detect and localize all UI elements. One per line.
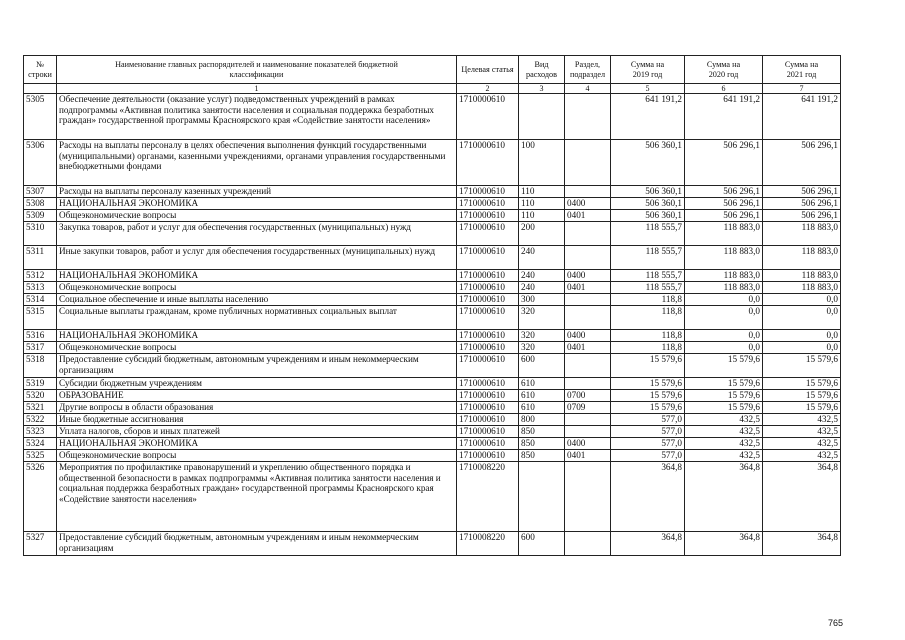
row-sum-2021: 15 579,6 — [763, 354, 841, 378]
row-number: 5305 — [24, 94, 57, 140]
table-row — [24, 282, 841, 294]
row-expense-type: 610 — [519, 390, 565, 402]
row-name: НАЦИОНАЛЬНАЯ ЭКОНОМИКА — [57, 438, 457, 450]
column-number: 4 — [565, 84, 611, 94]
row-sum-2021: 15 579,6 — [763, 390, 841, 402]
page-number: 765 — [827, 618, 843, 628]
row-sum-2020: 0,0 — [685, 294, 763, 306]
row-target: 1710000610 — [457, 270, 519, 282]
row-number: 5317 — [24, 342, 57, 354]
row-section — [565, 94, 611, 140]
row-name: Мероприятия по профилактике правонарушений и укреплению общественного порядка и общественной безопасности в рамках подпрограммы «Активная политика занятости населения и социальная поддержка безработных граждан» государственной программы Красноярского края «Содействие занятости населения» — [57, 462, 457, 532]
row-name: Общеэкономические вопросы — [57, 450, 457, 462]
row-name: Обеспечение деятельности (оказание услуг) подведомственных учреждений в рамках подпрограммы «Активная политика занятости населения и социальная поддержка безработных граждан» государственной программы Красноярского края «Содействие занятости населения» — [57, 94, 457, 140]
table-row — [24, 210, 841, 222]
table-row — [24, 378, 841, 390]
row-section: 0400 — [565, 438, 611, 450]
row-number: 5327 — [24, 532, 57, 556]
row-expense-type: 600 — [519, 354, 565, 378]
row-target: 1710000610 — [457, 378, 519, 390]
row-expense-type: 200 — [519, 222, 565, 246]
row-target: 1710000610 — [457, 140, 519, 186]
table-row — [24, 306, 841, 330]
row-sum-2019: 15 579,6 — [611, 378, 685, 390]
row-expense-type: 320 — [519, 330, 565, 342]
table-row — [24, 532, 841, 556]
row-expense-type: 800 — [519, 414, 565, 426]
row-sum-2019: 118 555,7 — [611, 270, 685, 282]
row-expense-type: 850 — [519, 426, 565, 438]
table-row — [24, 354, 841, 378]
row-sum-2021: 364,8 — [763, 462, 841, 532]
table-row — [24, 438, 841, 450]
row-sum-2019: 577,0 — [611, 414, 685, 426]
row-number: 5307 — [24, 186, 57, 198]
row-target: 1710000610 — [457, 450, 519, 462]
row-name: НАЦИОНАЛЬНАЯ ЭКОНОМИКА — [57, 198, 457, 210]
row-target: 1710000610 — [457, 94, 519, 140]
row-sum-2021: 118 883,0 — [763, 246, 841, 270]
row-target: 1710000610 — [457, 342, 519, 354]
row-sum-2020: 0,0 — [685, 342, 763, 354]
row-sum-2020: 15 579,6 — [685, 378, 763, 390]
row-expense-type: 320 — [519, 342, 565, 354]
row-section — [565, 462, 611, 532]
row-expense-type — [519, 94, 565, 140]
row-number: 5314 — [24, 294, 57, 306]
table-row — [24, 246, 841, 270]
row-expense-type: 600 — [519, 532, 565, 556]
row-sum-2019: 364,8 — [611, 462, 685, 532]
row-section: 0401 — [565, 210, 611, 222]
row-target: 1710000610 — [457, 222, 519, 246]
row-sum-2020: 118 883,0 — [685, 270, 763, 282]
row-sum-2020: 118 883,0 — [685, 282, 763, 294]
table-row — [24, 94, 841, 140]
row-sum-2021: 364,8 — [763, 532, 841, 556]
row-name: Расходы на выплаты персоналу казенных учреждений — [57, 186, 457, 198]
row-expense-type: 320 — [519, 306, 565, 330]
row-target: 1710008220 — [457, 462, 519, 532]
row-target: 1710000610 — [457, 390, 519, 402]
row-sum-2020: 364,8 — [685, 532, 763, 556]
row-section — [565, 426, 611, 438]
row-target: 1710000610 — [457, 210, 519, 222]
row-name: Предоставление субсидий бюджетным, автономным учреждениям и иным некоммерческим организациям — [57, 354, 457, 378]
row-sum-2021: 118 883,0 — [763, 222, 841, 246]
row-sum-2019: 506 360,1 — [611, 140, 685, 186]
row-section: 0700 — [565, 390, 611, 402]
row-sum-2021: 0,0 — [763, 306, 841, 330]
row-number: 5308 — [24, 198, 57, 210]
row-sum-2020: 15 579,6 — [685, 354, 763, 378]
header-sum-2020: Сумма на 2020 год — [685, 56, 763, 84]
row-number: 5320 — [24, 390, 57, 402]
row-name: Иные бюджетные ассигнования — [57, 414, 457, 426]
row-section — [565, 354, 611, 378]
row-section: 0401 — [565, 450, 611, 462]
row-sum-2020: 506 296,1 — [685, 210, 763, 222]
table-row — [24, 222, 841, 246]
row-sum-2020: 641 191,2 — [685, 94, 763, 140]
row-sum-2020: 432,5 — [685, 426, 763, 438]
row-sum-2020: 506 296,1 — [685, 186, 763, 198]
row-section — [565, 306, 611, 330]
column-number: 5 — [611, 84, 685, 94]
row-sum-2021: 432,5 — [763, 426, 841, 438]
row-sum-2020: 364,8 — [685, 462, 763, 532]
row-sum-2020: 118 883,0 — [685, 222, 763, 246]
row-sum-2021: 506 296,1 — [763, 210, 841, 222]
row-name: Общеэкономические вопросы — [57, 210, 457, 222]
row-number: 5321 — [24, 402, 57, 414]
row-number: 5319 — [24, 378, 57, 390]
row-expense-type: 110 — [519, 210, 565, 222]
row-target: 1710000610 — [457, 426, 519, 438]
row-expense-type: 240 — [519, 246, 565, 270]
header-sum-2021: Сумма на 2021 год — [763, 56, 841, 84]
row-sum-2019: 577,0 — [611, 450, 685, 462]
row-sum-2019: 15 579,6 — [611, 390, 685, 402]
row-sum-2021: 432,5 — [763, 438, 841, 450]
row-section: 0400 — [565, 330, 611, 342]
row-sum-2019: 364,8 — [611, 532, 685, 556]
row-sum-2019: 118 555,7 — [611, 246, 685, 270]
row-expense-type: 240 — [519, 282, 565, 294]
row-sum-2019: 118,8 — [611, 330, 685, 342]
header-name: Наименование главных распорядителей и наименование показателей бюджетной классификации — [57, 56, 457, 84]
row-number: 5306 — [24, 140, 57, 186]
table-row — [24, 426, 841, 438]
row-section — [565, 246, 611, 270]
row-name: Закупка товаров, работ и услуг для обеспечения государственных (муниципальных) нужд — [57, 222, 457, 246]
row-target: 1710000610 — [457, 402, 519, 414]
row-number: 5309 — [24, 210, 57, 222]
row-sum-2021: 15 579,6 — [763, 402, 841, 414]
row-name: ОБРАЗОВАНИЕ — [57, 390, 457, 402]
row-section — [565, 140, 611, 186]
row-expense-type: 300 — [519, 294, 565, 306]
row-target: 1710000610 — [457, 294, 519, 306]
row-target: 1710000610 — [457, 186, 519, 198]
row-sum-2021: 118 883,0 — [763, 270, 841, 282]
row-sum-2020: 506 296,1 — [685, 198, 763, 210]
row-name: НАЦИОНАЛЬНАЯ ЭКОНОМИКА — [57, 270, 457, 282]
row-expense-type: 610 — [519, 402, 565, 414]
row-sum-2019: 15 579,6 — [611, 402, 685, 414]
row-sum-2021: 0,0 — [763, 294, 841, 306]
row-section — [565, 414, 611, 426]
column-number: 3 — [519, 84, 565, 94]
table-row — [24, 140, 841, 186]
row-expense-type: 850 — [519, 450, 565, 462]
row-expense-type: 110 — [519, 186, 565, 198]
header-target: Целевая статья — [457, 56, 519, 84]
row-expense-type — [519, 462, 565, 532]
row-sum-2020: 15 579,6 — [685, 390, 763, 402]
table-row — [24, 198, 841, 210]
row-target: 1710000610 — [457, 354, 519, 378]
row-section: 0401 — [565, 282, 611, 294]
header-sum-2019: Сумма на 2019 год — [611, 56, 685, 84]
row-sum-2020: 432,5 — [685, 414, 763, 426]
row-target: 1710000610 — [457, 414, 519, 426]
column-number-row — [24, 84, 841, 94]
row-target: 1710000610 — [457, 198, 519, 210]
row-target: 1710000610 — [457, 330, 519, 342]
row-section: 0400 — [565, 198, 611, 210]
row-number: 5311 — [24, 246, 57, 270]
row-name: Социальные выплаты гражданам, кроме публичных нормативных социальных выплат — [57, 306, 457, 330]
row-number: 5313 — [24, 282, 57, 294]
row-sum-2020: 118 883,0 — [685, 246, 763, 270]
table-row — [24, 342, 841, 354]
row-name: Общеэкономические вопросы — [57, 342, 457, 354]
row-name: Социальное обеспечение и иные выплаты населению — [57, 294, 457, 306]
row-sum-2020: 0,0 — [685, 330, 763, 342]
row-sum-2019: 118,8 — [611, 342, 685, 354]
row-name: Уплата налогов, сборов и иных платежей — [57, 426, 457, 438]
row-sum-2020: 15 579,6 — [685, 402, 763, 414]
row-sum-2020: 506 296,1 — [685, 140, 763, 186]
row-target: 1710000610 — [457, 306, 519, 330]
row-number: 5315 — [24, 306, 57, 330]
row-section — [565, 378, 611, 390]
row-target: 1710000610 — [457, 282, 519, 294]
row-sum-2019: 118,8 — [611, 306, 685, 330]
row-sum-2019: 641 191,2 — [611, 94, 685, 140]
row-number: 5323 — [24, 426, 57, 438]
row-expense-type: 240 — [519, 270, 565, 282]
column-number: 2 — [457, 84, 519, 94]
row-section: 0401 — [565, 342, 611, 354]
header-row-number: № строки — [24, 56, 57, 84]
table-row — [24, 270, 841, 282]
row-sum-2019: 577,0 — [611, 438, 685, 450]
budget-table — [23, 55, 841, 556]
row-name: Предоставление субсидий бюджетным, автономным учреждениям и иным некоммерческим организациям — [57, 532, 457, 556]
row-number: 5318 — [24, 354, 57, 378]
row-sum-2019: 577,0 — [611, 426, 685, 438]
row-section: 0709 — [565, 402, 611, 414]
column-number — [24, 84, 57, 94]
column-number: 1 — [57, 84, 457, 94]
table-row — [24, 390, 841, 402]
row-name: НАЦИОНАЛЬНАЯ ЭКОНОМИКА — [57, 330, 457, 342]
row-sum-2019: 118,8 — [611, 294, 685, 306]
row-section — [565, 532, 611, 556]
row-number: 5316 — [24, 330, 57, 342]
row-sum-2020: 432,5 — [685, 438, 763, 450]
row-section — [565, 222, 611, 246]
column-number: 6 — [685, 84, 763, 94]
row-section — [565, 294, 611, 306]
row-sum-2019: 506 360,1 — [611, 186, 685, 198]
row-sum-2021: 118 883,0 — [763, 282, 841, 294]
row-target: 1710000610 — [457, 438, 519, 450]
table-row — [24, 450, 841, 462]
table-row — [24, 462, 841, 532]
row-sum-2021: 506 296,1 — [763, 198, 841, 210]
header-section: Раздел, подраздел — [565, 56, 611, 84]
row-sum-2021: 506 296,1 — [763, 186, 841, 198]
row-number: 5322 — [24, 414, 57, 426]
row-number: 5312 — [24, 270, 57, 282]
row-sum-2020: 432,5 — [685, 450, 763, 462]
row-target: 1710008220 — [457, 532, 519, 556]
row-target: 1710000610 — [457, 246, 519, 270]
row-section: 0400 — [565, 270, 611, 282]
row-sum-2019: 118 555,7 — [611, 222, 685, 246]
table-row — [24, 186, 841, 198]
row-sum-2021: 0,0 — [763, 330, 841, 342]
table-row — [24, 330, 841, 342]
column-number: 7 — [763, 84, 841, 94]
row-sum-2019: 15 579,6 — [611, 354, 685, 378]
row-sum-2021: 15 579,6 — [763, 378, 841, 390]
row-sum-2021: 506 296,1 — [763, 140, 841, 186]
row-sum-2020: 0,0 — [685, 306, 763, 330]
row-expense-type: 110 — [519, 198, 565, 210]
header-expense-type: Вид расходов — [519, 56, 565, 84]
row-name: Общеэкономические вопросы — [57, 282, 457, 294]
row-section — [565, 186, 611, 198]
row-name: Расходы на выплаты персоналу в целях обеспечения выполнения функций государственными (муниципальными) органами, казенными учреждениями, органами управления государственными внебюджетными фондами — [57, 140, 457, 186]
row-sum-2021: 432,5 — [763, 414, 841, 426]
row-number: 5325 — [24, 450, 57, 462]
row-name: Другие вопросы в области образования — [57, 402, 457, 414]
header-row — [24, 56, 841, 84]
table-row — [24, 294, 841, 306]
row-number: 5310 — [24, 222, 57, 246]
row-sum-2021: 641 191,2 — [763, 94, 841, 140]
row-name: Иные закупки товаров, работ и услуг для обеспечения государственных (муниципальных) нужд — [57, 246, 457, 270]
table-row — [24, 414, 841, 426]
row-expense-type: 610 — [519, 378, 565, 390]
table-row — [24, 402, 841, 414]
row-sum-2019: 118 555,7 — [611, 282, 685, 294]
row-sum-2021: 0,0 — [763, 342, 841, 354]
row-sum-2019: 506 360,1 — [611, 210, 685, 222]
row-name: Субсидии бюджетным учреждениям — [57, 378, 457, 390]
row-sum-2019: 506 360,1 — [611, 198, 685, 210]
row-expense-type: 850 — [519, 438, 565, 450]
row-expense-type: 100 — [519, 140, 565, 186]
row-number: 5326 — [24, 462, 57, 532]
row-number: 5324 — [24, 438, 57, 450]
row-sum-2021: 432,5 — [763, 450, 841, 462]
